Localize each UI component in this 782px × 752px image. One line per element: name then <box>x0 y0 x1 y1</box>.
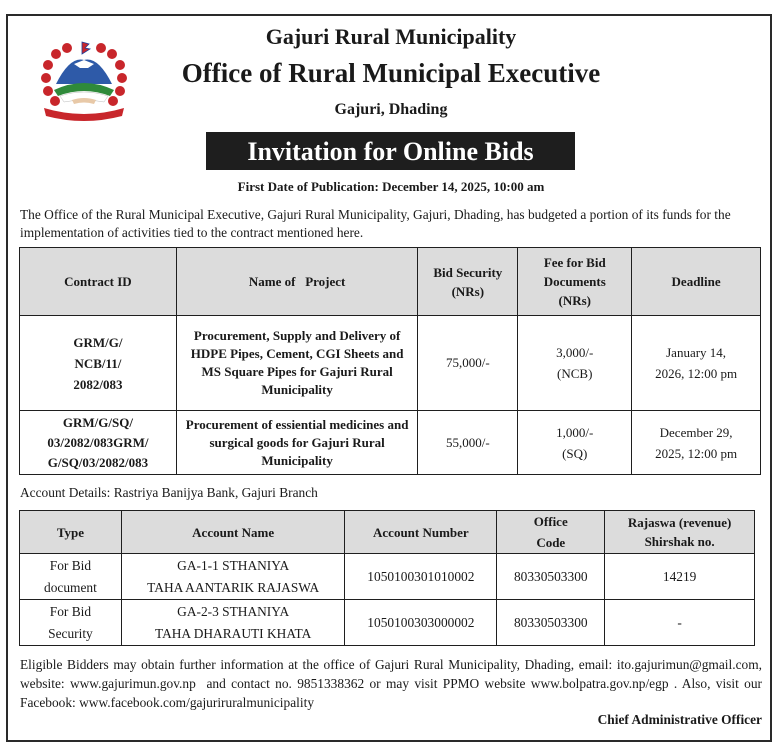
account-type <box>20 600 122 646</box>
facebook-link[interactable]: www.facebook.com/gajuriruralmunicipality <box>79 695 315 710</box>
deadline <box>632 411 761 475</box>
municipality-name: Gajuri Rural Municipality <box>265 24 517 49</box>
bid-fee <box>518 411 632 475</box>
header-office-code: Office Code <box>497 511 605 554</box>
header-type: Type <box>20 511 122 554</box>
intro-paragraph: The Office of the Rural Municipal Executive, Gajuri Rural Municipality, Gajuri, Dhading, has budgeted a portion of its funds for the implementation of activities tied to the contract mentioned here. <box>20 207 731 240</box>
name-line: TAHA DHARAUTI KHATA <box>154 625 312 641</box>
deadline-date: December 29, <box>659 424 733 440</box>
email-link[interactable]: ito.gajurimun@gmail.com <box>616 657 759 672</box>
name-line: GA-1-1 STHANIYA <box>177 557 290 573</box>
fee-type: (SQ) <box>562 445 588 461</box>
type-line: For Bid <box>49 557 92 573</box>
bid-security: 75,000/- <box>418 316 518 411</box>
type-line: document <box>44 579 97 595</box>
deadline-date: January 14, <box>666 345 727 360</box>
accounts-table <box>19 510 755 646</box>
account-name <box>121 554 345 600</box>
contact-number: 9851338362 <box>297 676 365 691</box>
deadline-time: 2025, 12:00 pm <box>655 445 738 461</box>
account-number: 1050100301010002 <box>345 554 497 600</box>
office-name: Office of Rural Municipal Executive <box>181 58 601 88</box>
header-deadline: Deadline <box>632 248 761 316</box>
contracts-table <box>19 247 761 475</box>
accounts-header-row <box>20 511 755 554</box>
contracts-header-row <box>20 248 761 316</box>
signatory: Chief Administrative Officer <box>597 712 762 727</box>
bid-security: 55,000/- <box>418 411 518 475</box>
footer-text: Eligible Bidders may obtain further information at the office of Gajuri Rural Municipality, Dhading, email: <box>20 657 617 672</box>
header-shirshak: Rajaswa (revenue) Shirshak no. <box>605 511 755 554</box>
table-row <box>20 411 761 475</box>
office-code: 80330503300 <box>497 554 605 600</box>
header-project-name: Name of Project <box>176 248 418 316</box>
contact-paragraph <box>20 655 762 712</box>
table-row <box>20 600 755 646</box>
footer-text: and contact no. <box>195 676 298 691</box>
type-line: Security <box>48 625 93 641</box>
ppmo-link[interactable]: www.bolpatra.gov.np/egp <box>530 676 669 691</box>
deadline-time: 2026, 12:00 pm <box>655 366 738 381</box>
footer-text: . Also, visit our Facebook: <box>20 676 763 710</box>
deadline <box>632 316 761 411</box>
account-details: Account Details: Rastriya Banijya Bank, Gajuri Branch <box>20 485 318 500</box>
publication-date: First Date of Publication: December 14, 2025, 10:00 am <box>237 179 545 194</box>
header-contract-id: Contract ID <box>20 248 177 316</box>
contract-id: GRM/G/ NCB/11/ 2082/083 <box>20 316 177 411</box>
name-line: GA-2-3 STHANIYA <box>177 603 290 619</box>
footer-text: , website: <box>20 657 762 691</box>
header-account-name: Account Name <box>121 511 345 554</box>
type-line: For Bid <box>49 603 92 619</box>
shirshak-number: 14219 <box>605 554 755 600</box>
header-bid-security: Bid Security (NRs) <box>418 248 518 316</box>
table-row <box>20 316 761 411</box>
footer-text: or may visit PPMO website <box>364 676 531 691</box>
office-code: 80330503300 <box>497 600 605 646</box>
account-number: 1050100303000002 <box>345 600 497 646</box>
project-name: Procurement, Supply and Delivery of HDPE Pipes, Cement, CGI Sheets and MS Square Pipes for Gajuri Rural Municipality <box>176 316 418 411</box>
location: Gajuri, Dhading <box>334 101 448 118</box>
bid-fee <box>518 316 632 411</box>
notice-title-banner: Invitation for Online Bids <box>206 132 575 170</box>
fee-type: (NCB) <box>557 366 593 381</box>
account-name <box>121 600 345 646</box>
table-row <box>20 554 755 600</box>
contract-id: GRM/G/SQ/ 03/2082/083GRM/ G/SQ/03/2082/083 <box>20 411 177 475</box>
header-fee: Fee for Bid Documents (NRs) <box>518 248 632 316</box>
project-name: Procurement of essiential medicines and surgical goods for Gajuri Rural Municipality <box>176 411 418 475</box>
shirshak-number: - <box>605 600 755 646</box>
name-line: TAHA AANTARIK RAJASWA <box>147 579 320 595</box>
fee-amount: 3,000/- <box>556 345 594 360</box>
website-link[interactable]: www.gajurimun.gov.np <box>69 676 196 691</box>
header-account-number: Account Number <box>345 511 497 554</box>
account-type <box>20 554 122 600</box>
fee-amount: 1,000/- <box>556 424 594 440</box>
